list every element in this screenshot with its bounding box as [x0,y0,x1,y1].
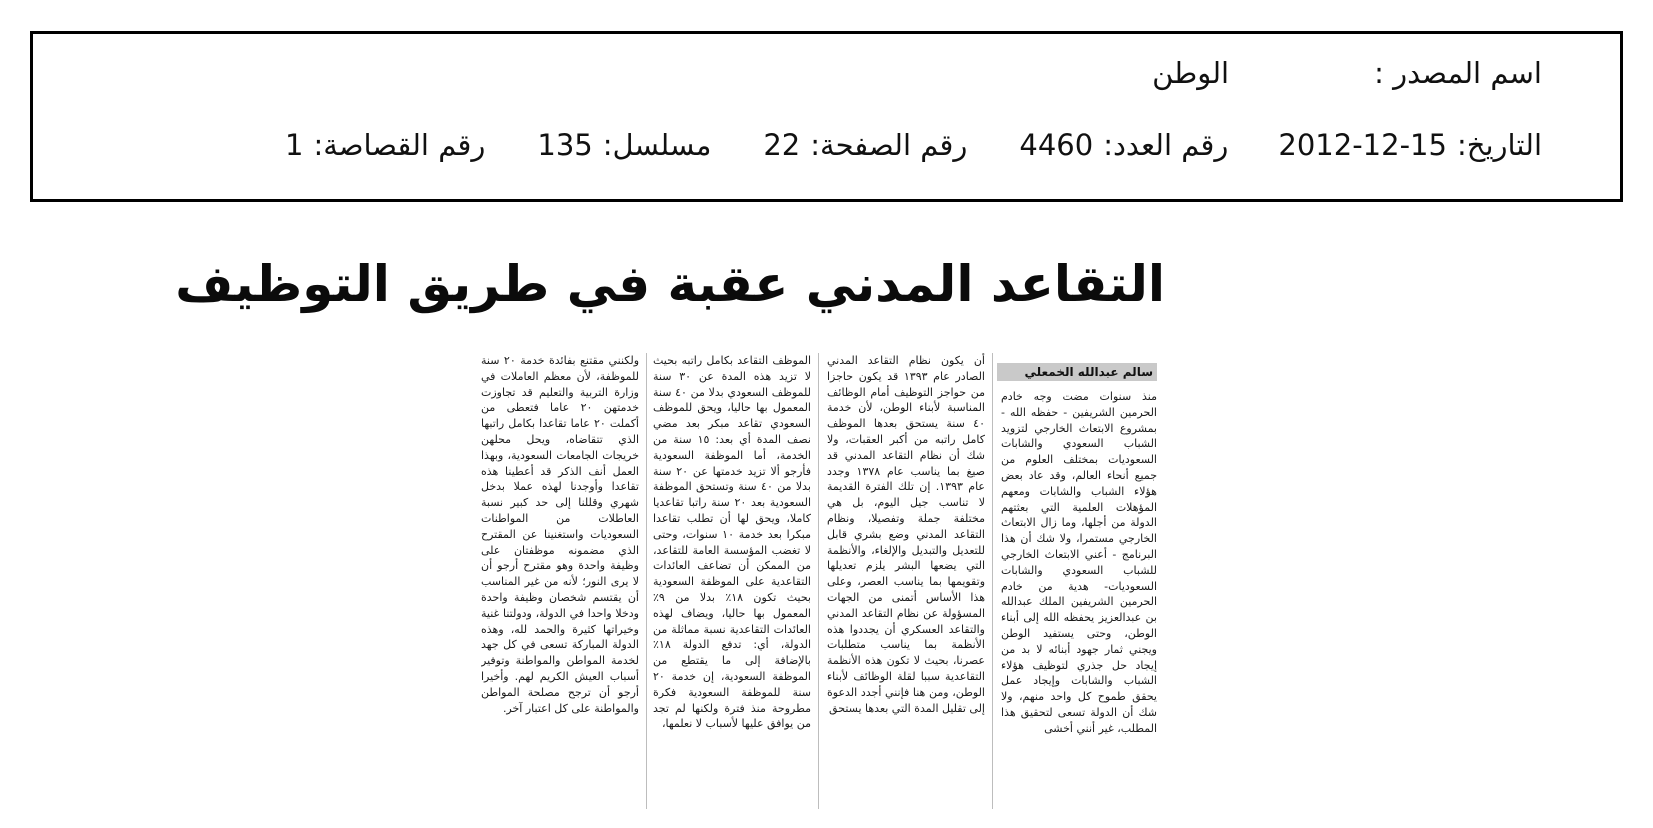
serial-field [537,128,711,162]
newspaper-clipping [175,255,1180,815]
details-row [285,128,1542,162]
article-headline: التقاعد المدني عقبة في طريق التوظيف [175,255,1165,313]
article-column-3: الموظف التقاعد بكامل راتبه بحيث لا تزيد هذه المدة عن ٣٠ سنة للموظف السعودي بدلا من ٤٠ سنة المعمول بها حاليا، ويحق للموظف السعودي تقاعد مبكر بعد مضي نصف المدة أي بعد: ١٥ سنة من الخدمة، أما الموظفة السعودية فأرجو ألا تزيد خدمتها عن ٢٠ سنة بدلا من ٤٠ سنة وتستحق الموظفة السعودية بعد ٢٠ سنة راتبا تقاعديا كاملا، ويحق لها أن تطلب تقاعدا مبكرا بعد خدمة ١٠ سنوات، وحتى لا تغضب المؤسسة العامة للتقاعد، من الممكن أن تضاعف العائدات التقاعدية على الموظفة السعودية بحيث تكون ١٨٪ بدلا من ٩٪ المعمول بها حاليا، ويضاف لهذه العائدات التقاعدية نسبة مماثلة من الدولة، أي: تدفع الدولة ١٨٪ بالإضافة إلى ما يقتطع من الموظفة السعودية، إن خدمة ٢٠ سنة للموظفة السعودية فكرة مطروحة منذ فترة ولكنها لم تجد من يوافق عليها لأسباب لا نعلمها، [653,354,811,731]
date-label: التاريخ: [1456,128,1542,162]
article-column-4: ولكنني مقتنع بفائدة خدمة ٢٠ سنة للموظفة، لأن معظم العاملات في وزارة التربية والتعليم قد تجاوزت خدمتهن ٢٠ عاما فتعطى من أكملت ٢٠ عاما تقاعدا بكامل راتبها الذي تتقاضاه، ويحل محلهن خريجات الجامعات السعودية، وبهذا العمل أنف الذكر قد أعطينا هذه تقاعدا وأوجدنا لهذه عملا بدخل شهري وقللنا إلى حد كبير نسبة العاطلات من المواطنات السعوديات واستغنينا عن المقترح الذي مضمونه موظفتان على وظيفة واحدة وهو مقترح أرجو أن لا يرى النور؛ لأنه من غير المناسب أن يقتسم شخصان وظيفة واحدة ودخلا واحدا في الدولة، ودولتنا غنية وخيراتها كثيرة والحمد لله، وهذه الدولة المباركة تسعى في كل جهد لخدمة المواطن والمواطنة وتوفير أسباب العيش الكريم لهم. وأخيرا أرجو أن ترجح مصلحة المواطن والمواطنة على كل اعتبار آخر. [481,354,639,715]
column-divider [646,353,647,809]
source-info-box [30,31,1623,202]
article-column-2: أن يكون نظام التقاعد المدني الصادر عام ١٣٩٣ قد يكون حاجزا من حواجز التوظيف أمام الوظائف المناسبة لأبناء الوطن، لأن خدمة ٤٠ سنة يستحق بعدها الموظف كامل راتبه من أكبر العقبات، ولا شك أن نظام التقاعد المدني قد صيغ بما يناسب عام ١٣٧٨ وجدد عام ١٣٩٣. إن تلك الفترة القديمة لا تناسب جيل اليوم، بل هي مختلفة جملة وتفصيلا، ونظام التقاعد المدني وضع بشري قابل للتعديل والتبديل والإلغاء، والأنظمة التي يضعها البشر يلزم تعديلها وتقويمها بما يناسب العصر، وعلى هذا الأساس أتمنى من الجهات المسؤولة عن نظام التقاعد المدني والتقاعد العسكري أن يجددوا هذه الأنظمة بما يناسب متطلبات عصرنا، بحيث لا تكون هذه الأنظمة التقاعدية سببا لقلة الوظائف لأبناء الوطن، ومن هنا فإنني أجدد الدعوة إلى تقليل المدة التي بعدها يستحق [827,354,985,715]
date-field [1278,128,1542,162]
issue-value: 4460 [1019,128,1094,162]
article-column-1: منذ سنوات مضت وجه خادم الحرمين الشريفين - حفظه الله - بمشروع الابتعاث الخارجي لتزويد الشباب السعودي والشابات السعوديات بمختلف العلوم من جميع أنحاء العالم، وقد عاد بعض هؤلاء الشباب والشابات ومعهم المؤهلات العلمية التي بعثتهم الدولة من أجلها، وما زال الابتعاث الخارجي مستمرا، ولا شك أن هذا البرنامج - أعني الابتعاث الخارجي للشباب السعودي والشابات السعوديات- هدية من خادم الحرمين الشريفين الملك عبدالله بن عبدالعزيز يحفظه الله إلى أبناء الوطن، وحتى يستفيد الوطن ويجني ثمار جهود أبنائه لا بد من إيجاد حل جذري لتوظيف هؤلاء الشباب والشابات وإيجاد عمل يحقق طموح كل واحد منهم، ولا شك أن الدولة تسعى لتحقيق هذا المطلب، غير أنني أخشى [1001,390,1157,735]
issue-field [1019,128,1228,162]
column-divider [992,353,993,809]
page-label: رقم الصفحة: [810,128,968,162]
clip-value: 1 [285,128,304,162]
column-divider [818,353,819,809]
page-value: 22 [763,128,801,162]
clip-field [285,128,485,162]
clip-label: رقم القصاصة: [313,128,486,162]
serial-label: مسلسل: [602,128,712,162]
serial-value: 135 [537,128,593,162]
source-value: الوطن [1152,56,1230,90]
source-row [1152,56,1542,90]
date-value: 2012-12-15 [1278,128,1447,162]
issue-label: رقم العدد: [1103,128,1229,162]
source-label: اسم المصدر : [1374,56,1542,90]
page-field [763,128,967,162]
author-byline: سالم عبدالله الخمعلي [997,363,1157,381]
